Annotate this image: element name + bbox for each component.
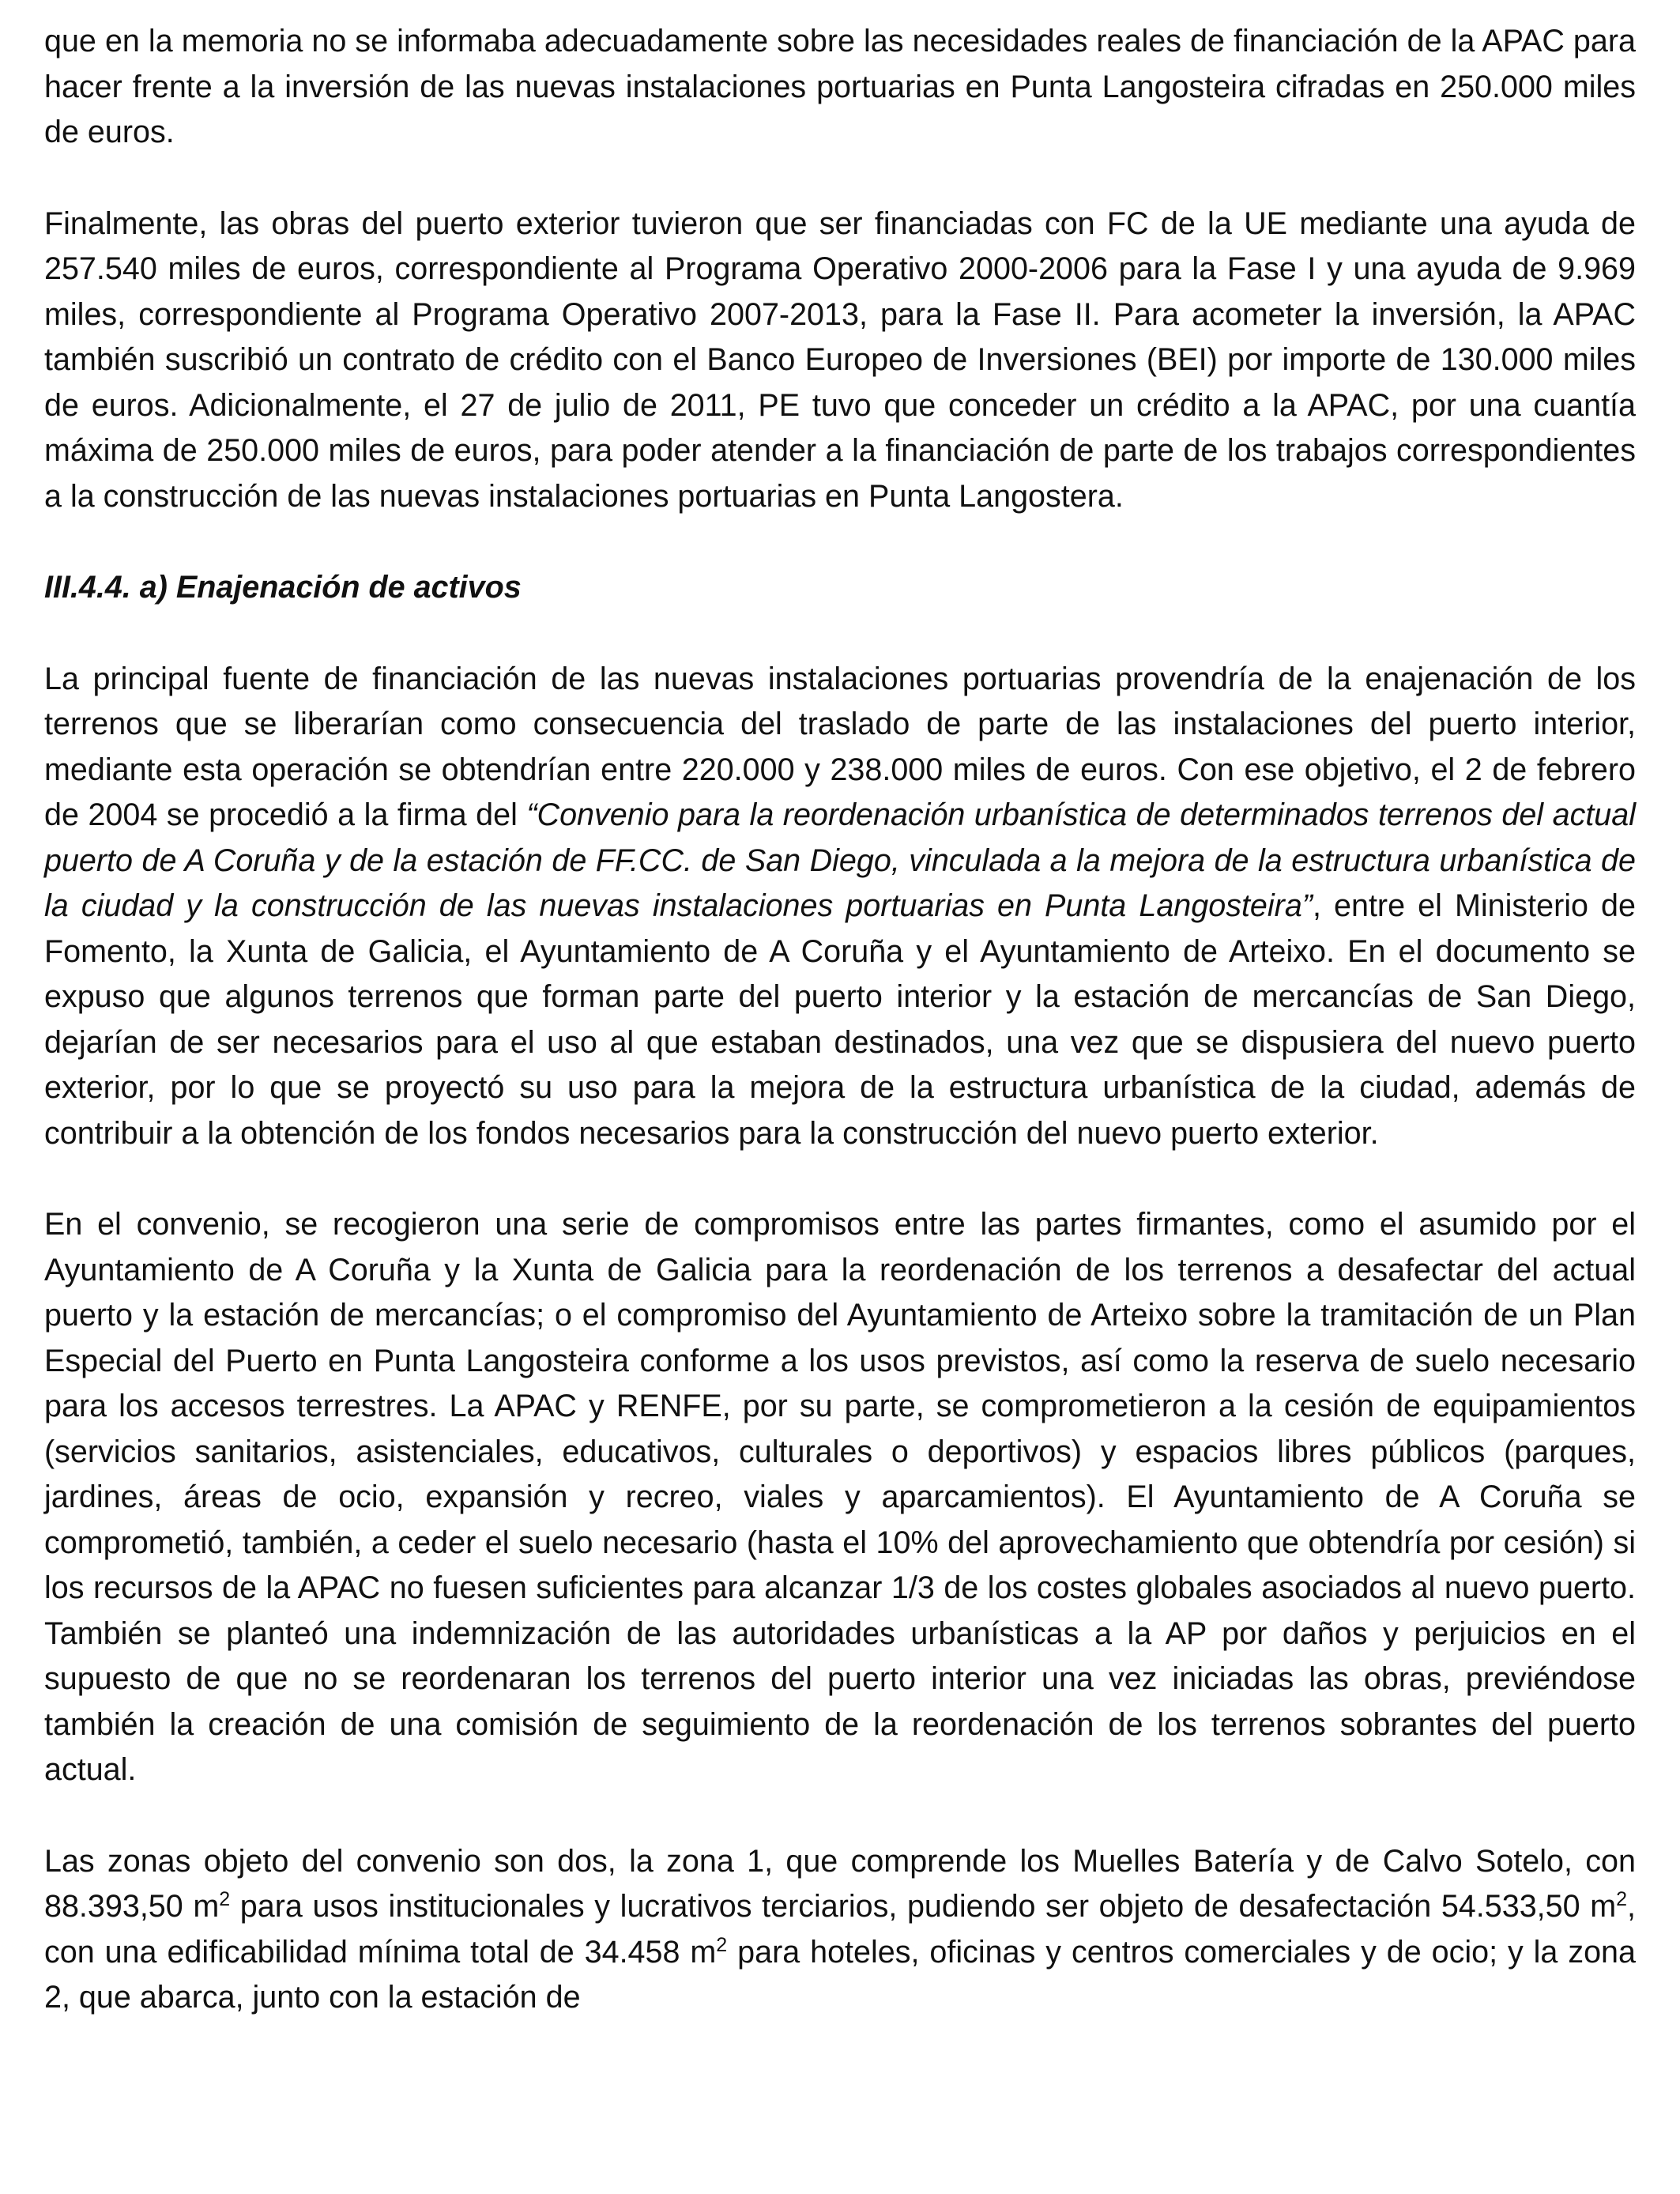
agreement-title: “Convenio para la reordenación urbanística de determinados terrenos del actual puerto de A Coruña y de la estación de FF.CC. de San Diego, vinculada a la mejora de la estructura urbanística de la ciudad y la construcción de las nuevas instalaciones portuarias en Punta Langosteira” [44, 797, 1637, 923]
zones-text-a: Las zonas objeto del convenio son dos, la zona 1, que comprende los Muelles Batería y de Calvo Sotelo, con 88.393,50 m [44, 1843, 1636, 1924]
superscript-2: 2 [716, 1933, 728, 1956]
superscript-2: 2 [219, 1887, 231, 1910]
paragraph-financing-needs: que en la memoria no se informaba adecuadamente sobre las necesidades reales de financiación de la APAC para hacer frente a la inversión de las nuevas instalaciones portuarias en Punta Langosteira cifradas en 250.000 miles de euros. [44, 24, 1636, 149]
paragraph-zones [44, 1839, 1636, 2021]
section-heading: III.4.4. a) Enajenación de activos [44, 570, 522, 605]
zones-text-c: , con una edificabilidad mínima total de 34.458 m [44, 1889, 1636, 1970]
asset-sale-text-a: La principal fuente de financiación de las nuevas instalaciones portuarias provendría de la enajenación de los terrenos que se liberarían como consecuencia del traslado de parte de las instalaciones del puerto interior, mediante esta operación se obtendrían entre 220.000 y 238.000 miles de euros. Con ese objetivo, el 2 de febrero de 2004 se procedió a la firma del [44, 661, 1636, 832]
paragraph-commitments: En el convenio, se recogieron una serie de compromisos entre las partes firmantes, como el asumido por el Ayuntamiento de A Coruña y la Xunta de Galicia para la reordenación de los terrenos a desafectar del actual puerto y la estación de mercancías; o el compromiso del Ayuntamiento de Arteixo sobre la tramitación de un Plan Especial del Puerto en Punta Langosteira conforme a los usos previstos, así como la reserva de suelo necesario para los accesos terrestres. La APAC y RENFE, por su parte, se comprometieron a la cesión de equipamientos (servicios sanitarios, asistenciales, educativos, culturales o deportivos) y espacios libres públicos (parques, jardines, áreas de ocio, expansión y recreo, viales y aparcamientos). El Ayuntamiento de A Coruña se comprometió, también, a ceder el suelo necesario (hasta el 10% del aprovechamiento que obtendría por cesión) si los recursos de la APAC no fuesen suficientes para alcanzar 1/3 de los costes globales asociados al nuevo puerto. También se planteó una indemnización de las autoridades urbanísticas a la AP por daños y perjuicios en el supuesto de que no se reordenaran los terrenos del puerto interior una vez iniciadas las obras, previéndose también la creación de una comisión de seguimiento de la reordenación de los terrenos sobrantes del puerto actual. [44, 1207, 1636, 1787]
asset-sale-text-b: , entre el Ministerio de Fomento, la Xunta de Galicia, el Ayuntamiento de A Coruña y el Ayuntamiento de Arteixo. En el documento se expuso que algunos terrenos que forman parte del puerto interior y la estación de mercancías de San Diego, dejarían de ser necesarios para el uso al que estaban destinados, una vez que se dispusiera del nuevo puerto exterior, por lo que se proyectó su uso para la mejora de la estructura urbanística de la ciudad, además de contribuir a la obtención de los fondos necesarios para la construcción del nuevo puerto exterior. [44, 888, 1636, 1151]
paragraph-asset-sale [44, 657, 1636, 1157]
superscript-2: 2 [1616, 1887, 1628, 1910]
zones-text-d: para hoteles, oficinas y centros comerciales y de ocio; y la zona 2, que abarca, junto con la estación de [44, 1934, 1636, 2015]
paragraph-eu-funding: Finalmente, las obras del puerto exterior tuvieron que ser financiadas con FC de la UE mediante una ayuda de 257.540 miles de euros, correspondiente al Programa Operativo 2000-2006 para la Fase I y una ayuda de 9.969 miles, correspondiente al Programa Operativo 2007-2013, para la Fase II. Para acometer la inversión, la APAC también suscribió un contrato de crédito con el Banco Europeo de Inversiones (BEI) por importe de 130.000 miles de euros. Adicionalmente, el 27 de julio de 2011, PE tuvo que conceder un crédito a la APAC, por una cuantía máxima de 250.000 miles de euros, para poder atender a la financiación de parte de los trabajos correspondientes a la construcción de las nuevas instalaciones portuarias en Punta Langostera. [44, 205, 1636, 514]
zones-text-b: para usos institucionales y lucrativos terciarios, pudiendo ser objeto de desafectación 54.533,50 m [230, 1889, 1617, 1924]
